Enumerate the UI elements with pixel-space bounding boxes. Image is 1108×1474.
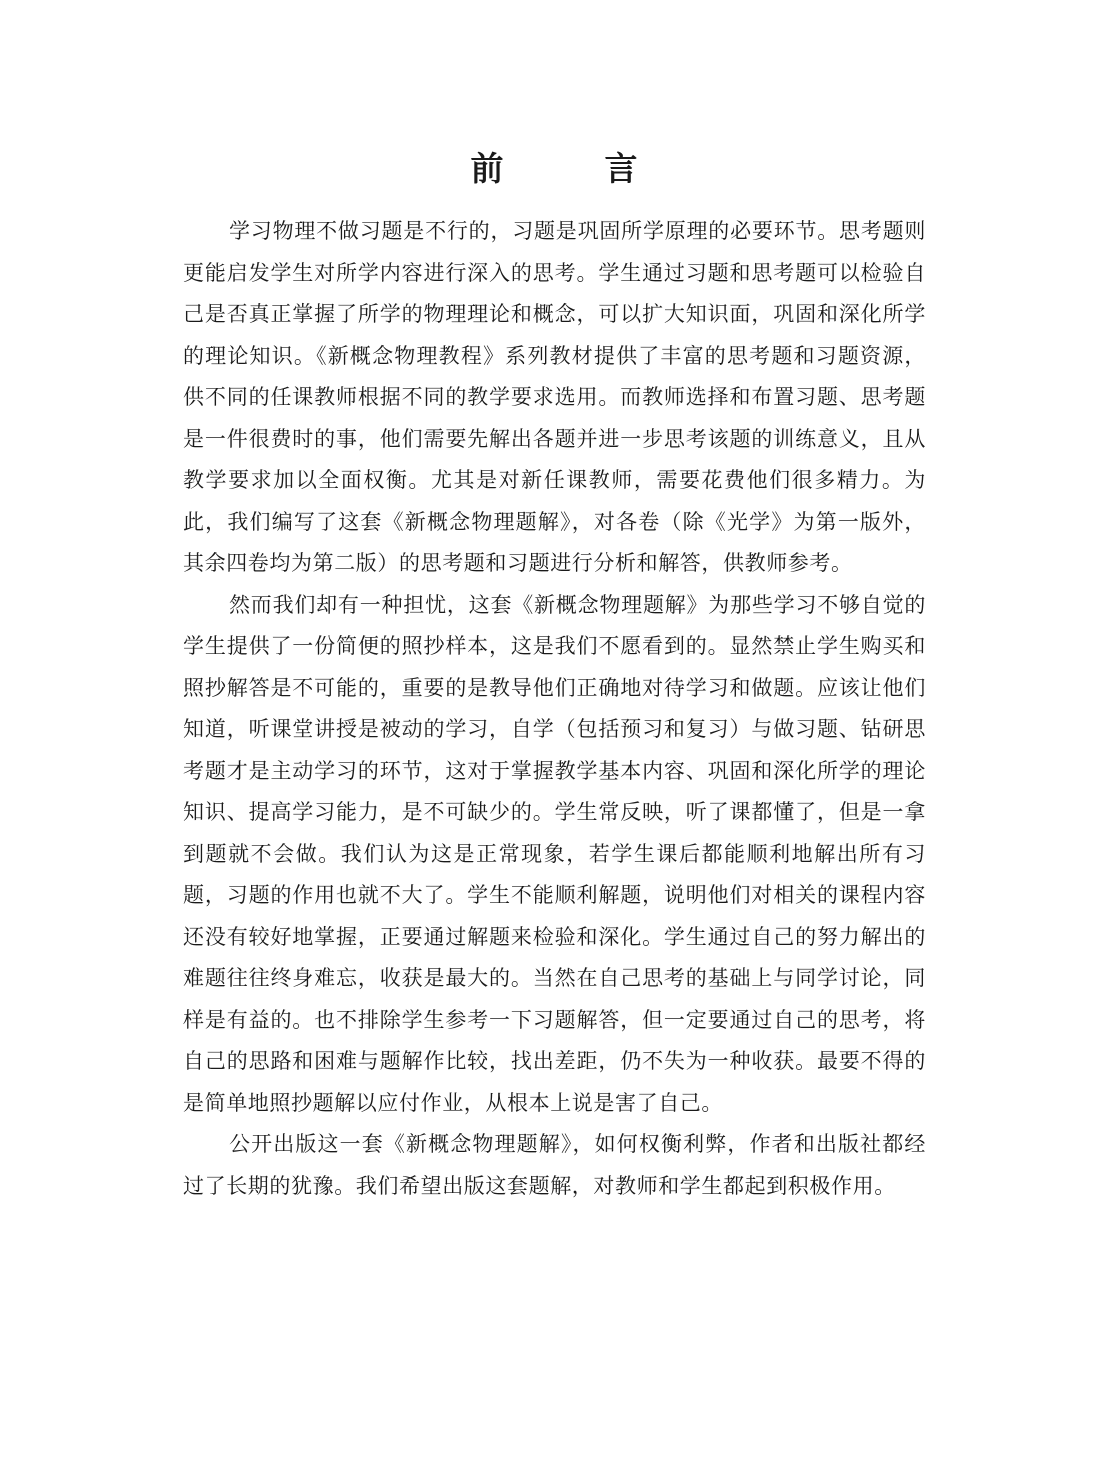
paragraph: 然而我们却有一种担忧，这套《新概念物理题解》为那些学习不够自觉的学生提供了一份简便的照抄样本，这是我们不愿看到的。显然禁止学生购买和照抄解答是不可能的，重要的是教导他们正确地对待学习和做题。应该让他们知道，听课堂讲授是被动的学习，自学（包括预习和复习）与做习题、钻研思考题才是主动学习的环节，这对于掌握教学基本内容、巩固和深化所学的理论知识、提高学习能力，是不可缺少的。学生常反映，听了课都懂了，但是一拿到题就不会做。我们认为这是正常现象，若学生课后都能顺利地解出所有习题，习题的作用也就不大了。学生不能顺利解题，说明他们对相关的课程内容还没有较好地掌握，正要通过解题来检验和深化。学生通过自己的努力解出的难题往往终身难忘，收获是最大的。当然在自己思考的基础上与同学讨论，同样是有益的。也不排除学生参考一下习题解答，但一定要通过自己的思考，将自己的思路和困难与题解作比较，找出差距，仍不失为一种收获。最要不得的是简单地照抄题解以应付作业，从根本上说是害了自己。 xyxy=(183,592,926,1115)
page-title: 前 言 xyxy=(470,149,672,188)
paragraph: 学习物理不做习题是不行的，习题是巩固所学原理的必要环节。思考题则更能启发学生对所学内容进行深入的思考。学生通过习题和思考题可以检验自己是否真正掌握了所学的物理理论和概念，可以扩大知识面，巩固和深化所学的理论知识。《新概念物理教程》系列教材提供了丰富的思考题和习题资源，供不同的任课教师根据不同的教学要求选用。而教师选择和布置习题、思考题是一件很费时的事，他们需要先解出各题并进一步思考该题的训练意义，且从教学要求加以全面权衡。尤其是对新任课教师，需要花费他们很多精力。为此，我们编写了这套《新概念物理题解》，对各卷（除《光学》为第一版外，其余四卷均为第二版）的思考题和习题进行分析和解答，供教师参考。 xyxy=(183,219,926,575)
body-text xyxy=(183,211,926,1207)
paragraph: 公开出版这一套《新概念物理题解》，如何权衡利弊，作者和出版社都经过了长期的犹豫。我们希望出版这套题解，对教师和学生都起到积极作用。 xyxy=(183,1132,926,1198)
